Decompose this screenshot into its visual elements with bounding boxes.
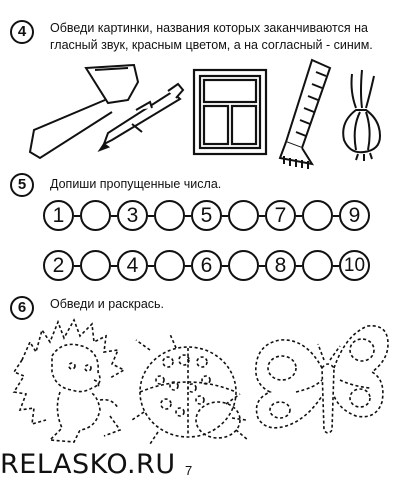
task-6-number: 6 — [10, 296, 34, 320]
number-circle: 5 — [191, 200, 222, 231]
watermark: RELASKO.RU — [0, 449, 176, 480]
number-circle: 4 — [117, 250, 148, 281]
number-circle: 3 — [117, 200, 148, 231]
number-circle: 8 — [265, 250, 296, 281]
page-number: 7 — [185, 463, 193, 478]
task-4-line-2: гласный звук, красным цветом, а на согласный - синим. — [50, 38, 373, 52]
number-circle: 9 — [339, 200, 370, 231]
task-5-number: 5 — [10, 173, 34, 197]
ladybug-icon — [132, 334, 248, 444]
number-circle: 10 — [339, 250, 370, 281]
task-4-line-1: Обведи картинки, названия которых заканчиваются на — [50, 21, 368, 35]
task-6-text: Обведи и раскрась. — [50, 297, 165, 311]
number-circle: 7 — [265, 200, 296, 231]
hedgehog-icon — [14, 320, 124, 442]
task-5-text: Допиши пропущенные числа. — [50, 177, 222, 191]
number-circle: 6 — [191, 250, 222, 281]
number-circle: 2 — [43, 250, 74, 281]
butterfly-icon — [256, 326, 388, 433]
task-4-number: 4 — [10, 20, 34, 44]
number-circle: 1 — [43, 200, 74, 231]
